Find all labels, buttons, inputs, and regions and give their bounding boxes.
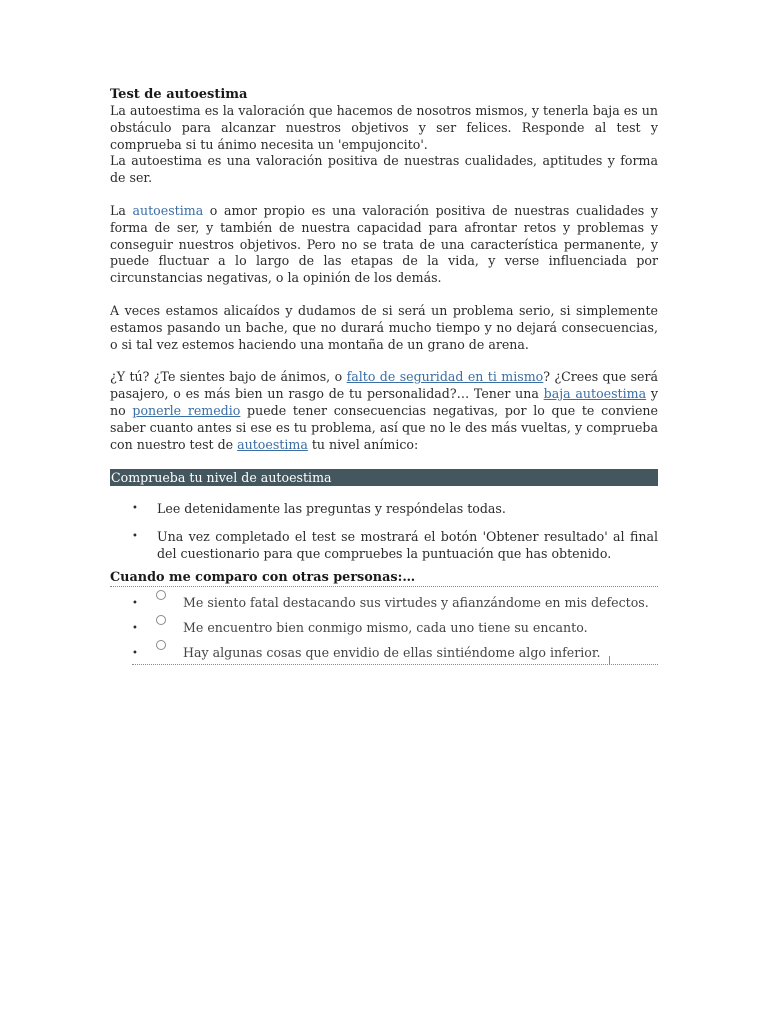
radio-button[interactable] [156, 640, 166, 650]
question-title: Cuando me comparo con otras personas:… [110, 570, 416, 586]
page-title: Test de autoestima [110, 87, 248, 102]
link-baja-autoestima[interactable]: baja autoestima [543, 386, 647, 402]
bullet-icon: • [132, 648, 138, 660]
instructions-list [110, 500, 658, 562]
answer-option-3[interactable] [110, 639, 658, 664]
link-autoestima[interactable]: autoestima [132, 202, 204, 218]
answer-option-2[interactable] [110, 614, 658, 639]
options-divider [132, 664, 658, 665]
paragraph-alicaidos: A veces estamos alicaídos y dudamos de si será un problema serio, si simplemente estamos pasando un bache, que no durará mucho tiempo y no dejará consecuencias, o si tal vez estemos haciendo una montaña de un grano de arena. [110, 302, 658, 352]
bullet-icon: • [132, 598, 138, 610]
bullet-icon: • [132, 623, 138, 635]
paragraph-definition: La autoestima o amor propio es una valoración positiva de nuestras cualidades y forma de ser, y también de nuestra capacidad para afrontar retos y problemas y conseguir nuestros objetivos. Pero no se trata de una característica permanente, y puede fluctuar a lo largo de las etapas de la vida, y verse influenciada por circunstancias negativas, o la opinión de los demás. [110, 202, 658, 286]
bullet-icon: • [132, 531, 138, 543]
radio-button[interactable] [156, 615, 166, 625]
answer-option-1[interactable] [110, 589, 658, 614]
paragraph-question-intro: ¿Y tú? ¿Te sientes bajo de ánimos, o falto de seguridad en ti mismo? ¿Crees que será pasajero, o es más bien un rasgo de tu personalidad?… Tener una baja autoestima y no ponerle remedio puede tener consecuencias negativas, por lo que te conviene saber cuanto antes si ese es tu problema, así que no le des más vueltas, y comprueba con nuestro test de autoestima tu nivel anímico: [110, 369, 659, 452]
answer-options [110, 586, 658, 665]
section-banner: Comprueba tu nivel de autoestima [110, 469, 658, 486]
bullet-icon: • [132, 503, 138, 515]
divider-tick [609, 656, 610, 664]
list-item: • Lee detenidamente las preguntas y respóndelas todas. [132, 501, 506, 517]
document-page [110, 86, 658, 665]
option-label[interactable]: Me siento fatal destacando sus virtudes y afianzándome en mis defectos. [183, 595, 649, 611]
option-label[interactable]: Me encuentro bien conmigo mismo, cada uno tiene su encanto. [183, 620, 588, 636]
link-ponerle-remedio[interactable]: ponerle remedio [132, 402, 241, 418]
link-autoestima-test[interactable]: autoestima [237, 436, 308, 452]
option-label[interactable]: Hay algunas cosas que envidio de ellas sintiéndome algo inferior. [183, 645, 601, 661]
radio-button[interactable] [156, 590, 166, 600]
link-falto-de-seguridad[interactable]: falto de seguridad en ti mismo [346, 369, 544, 385]
intro-paragraph-1: La autoestima es la valoración que hacemos de nosotros mismos, y tenerla baja es un obstáculo para alcanzar nuestros objetivos y ser felices. Responde al test y comprueba si tu ánimo necesita un 'empujoncito'. [110, 103, 658, 152]
list-item: • Una vez completado el test se mostrará el botón 'Obtener resultado' al final del cuestionario para que compruebes la puntuación que has obtenido. [132, 529, 658, 562]
intro-paragraph-2: La autoestima es una valoración positiva de nuestras cualidades, aptitudes y forma de ser. [110, 153, 658, 186]
